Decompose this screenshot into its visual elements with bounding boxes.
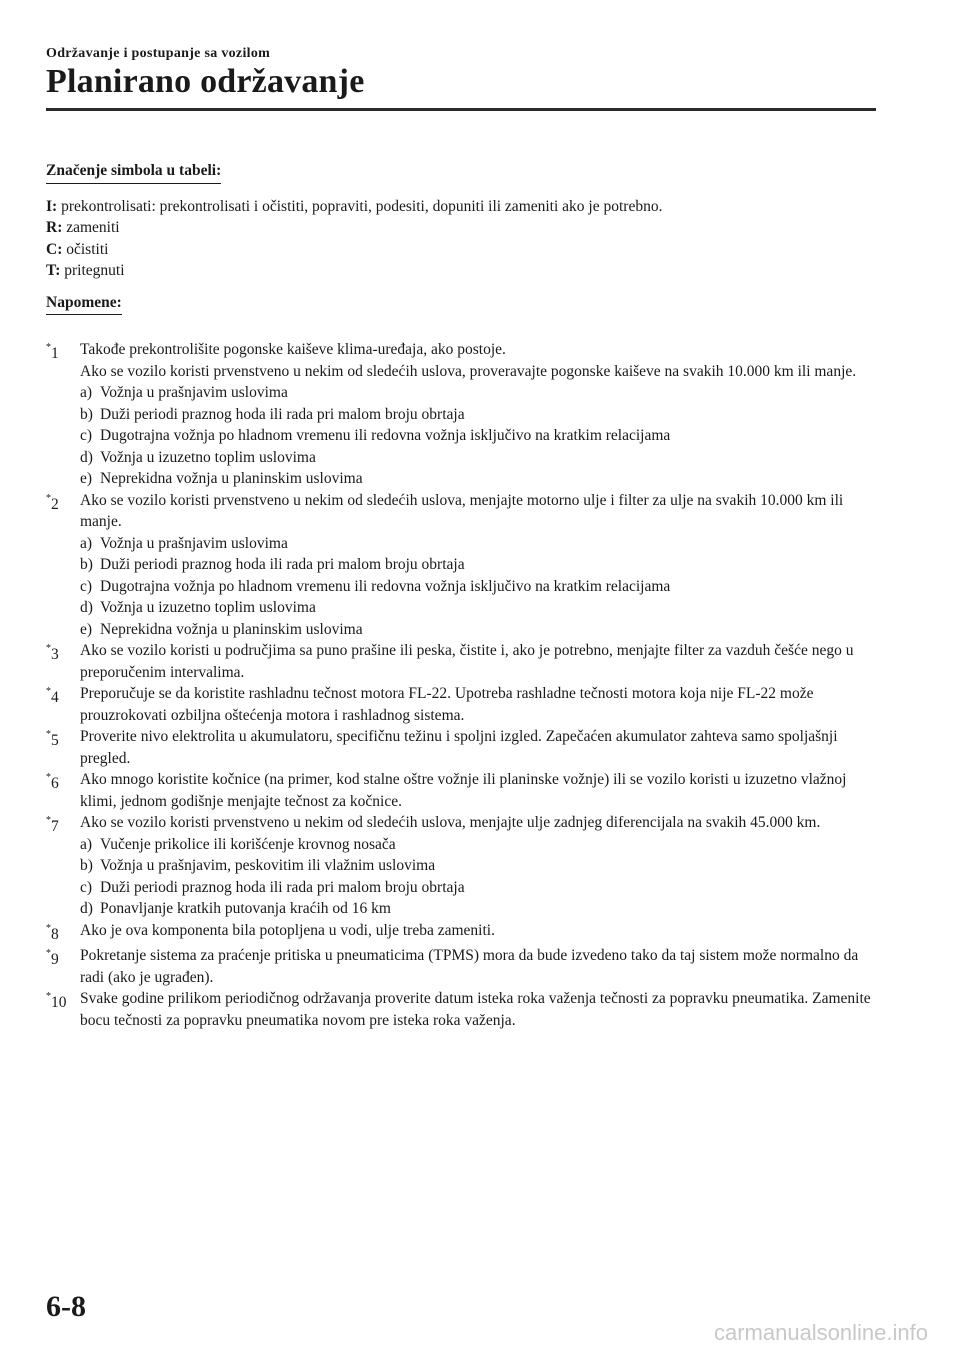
note-body	[80, 640, 876, 683]
note-number-text: 7	[51, 818, 59, 836]
page-content	[46, 160, 876, 1031]
note-sub-item	[80, 576, 876, 598]
page-number: 6-8	[46, 1290, 86, 1323]
legend-heading: Značenje simbola u tabeli:	[46, 160, 221, 184]
sub-item-letter: e)	[80, 470, 93, 487]
legend-text: prekontrolisati: prekontrolisati i očistiti, popraviti, podesiti, dopuniti ili zameniti ako je potrebno.	[61, 197, 663, 215]
note-text: Ako mnogo koristite kočnice (na primer, kod stalne oštre vožnje ili planinske vožnje) ili se vozilo koristi u izuzetno vlažnoj klimi, jednom godišnje menjajte tečnost za kočnice.	[80, 771, 847, 810]
note-number-text: 1	[51, 345, 59, 363]
sub-item-letter: c)	[80, 878, 93, 896]
note-asterisk: *	[46, 991, 51, 1003]
legend-text: zameniti	[66, 219, 120, 236]
note-item	[46, 920, 876, 946]
note-sub-item	[80, 855, 876, 877]
note-body	[80, 490, 876, 641]
sub-item-text: Vožnja u prašnjavim uslovima	[100, 384, 288, 401]
note-number-text: 8	[51, 925, 59, 943]
note-sub-item	[80, 834, 876, 856]
note-asterisk: *	[46, 342, 51, 353]
note-number	[46, 988, 80, 1031]
note-text: Ako se vozilo koristi prvenstveno u nekim od sledećih uslova, menjajte ulje zadnjeg diferencijala na svakih 45.000 km.	[80, 814, 821, 831]
note-item	[46, 490, 876, 641]
note-number	[46, 490, 80, 641]
note-text: Ako se vozilo koristi prvenstveno u nekim od sledećih uslova, menjajte motorno ulje i filter za ulje na svakih 10.000 km ili manje.	[80, 491, 844, 530]
note-number	[46, 339, 80, 490]
note-number-text: 3	[51, 646, 59, 664]
legend-list	[46, 196, 876, 282]
note-item	[46, 339, 876, 490]
sub-item-letter: b)	[80, 857, 93, 874]
note-text: Ako je ova komponenta bila potopljena u vodi, ulje treba zameniti.	[80, 921, 495, 939]
note-sub-item	[80, 533, 876, 555]
sub-item-letter: a)	[80, 835, 93, 853]
legend-item	[46, 196, 876, 218]
legend-item	[46, 260, 876, 282]
note-sub-item	[80, 877, 876, 899]
sub-item-letter: b)	[80, 556, 93, 573]
sub-item-letter: d)	[80, 900, 93, 917]
note-number-text: 2	[51, 495, 59, 513]
note-sub-item	[80, 554, 876, 576]
sub-item-letter: a)	[80, 534, 93, 552]
legend-key: T:	[46, 262, 61, 279]
note-asterisk: *	[46, 948, 51, 960]
note-item	[46, 726, 876, 769]
note-item	[46, 683, 876, 726]
note-asterisk: *	[46, 729, 51, 740]
sub-item-letter: a)	[80, 384, 93, 401]
note-number	[46, 812, 80, 920]
note-item	[46, 812, 876, 920]
watermark: carmanualsonline.info	[713, 1320, 928, 1345]
section-label: Održavanje i postupanje sa vozilom	[46, 46, 271, 61]
note-body	[80, 339, 876, 490]
note-number-text: 9	[51, 951, 59, 969]
note-body	[80, 683, 876, 726]
note-asterisk: *	[46, 686, 51, 697]
sub-item-text: Dugotrajna vožnja po hladnom vremenu ili redovna vožnja isključivo na kratkim relacijama	[100, 577, 671, 595]
note-item	[46, 945, 876, 988]
sub-item-text: Vožnja u prašnjavim uslovima	[100, 534, 288, 552]
note-text: Pokretanje sistema za praćenje pritiska u pneumaticima (TPMS) mora da bude izvedeno tako da taj sistem može normalno da radi (ako je ugrađen).	[80, 947, 859, 986]
note-asterisk: *	[46, 815, 51, 826]
legend-text: očistiti	[66, 240, 109, 258]
legend-item	[46, 239, 876, 261]
note-sub-item	[80, 404, 876, 426]
legend-key: I:	[46, 197, 58, 215]
note-sub-item	[80, 425, 876, 447]
note-asterisk: *	[46, 922, 51, 934]
note-item	[46, 769, 876, 812]
note-sub-item	[80, 619, 876, 641]
sub-item-text: Neprekidna vožnja u planinskim uslovima	[100, 470, 363, 487]
sub-item-letter: c)	[80, 577, 93, 595]
note-body	[80, 726, 876, 769]
note-number	[46, 683, 80, 726]
note-body	[80, 812, 876, 920]
note-text: Preporučuje se da koristite rashladnu tečnost motora FL-22. Upotreba rashladne tečnosti motora koja nije FL-22 može prouzrokovati ozbiljna oštećenja motora i rashladnog sistema.	[80, 685, 814, 724]
page-title: Planirano održavanje	[46, 63, 365, 100]
note-sub-item	[80, 382, 876, 404]
sub-item-text: Dugotrajna vožnja po hladnom vremenu ili redovna vožnja isključivo na kratkim relacijama	[100, 427, 671, 444]
note-number	[46, 945, 80, 988]
note-text: Ako se vozilo koristi prvenstveno u nekim od sledećih uslova, proveravajte pogonske kaiševe na svakih 10.000 km ili manje.	[80, 362, 857, 380]
sub-item-text: Neprekidna vožnja u planinskim uslovima	[100, 620, 363, 638]
sub-item-text: Ponavljanje kratkih putovanja kraćih od 16 km	[100, 900, 391, 917]
sub-item-text: Duži periodi praznog hoda ili rada pri malom broju obrtaja	[100, 556, 465, 573]
note-number-text: 10	[51, 994, 67, 1012]
sub-item-letter: e)	[80, 620, 93, 638]
sub-item-letter: b)	[80, 405, 93, 423]
note-text: Takođe prekontrolišite pogonske kaiševe klima-uređaja, ako postoje.	[80, 341, 506, 358]
title-divider	[46, 108, 876, 111]
legend-item	[46, 217, 876, 239]
note-body	[80, 769, 876, 812]
note-number-text: 4	[51, 689, 59, 707]
legend-key: C:	[46, 240, 63, 258]
note-number	[46, 920, 80, 946]
note-text: Ako se vozilo koristi u područjima sa puno prašine ili peska, čistite i, ako je potrebno, menjajte filter za vazduh češće nego u preporučenim intervalima.	[80, 642, 854, 681]
sub-item-letter: d)	[80, 599, 93, 616]
sub-item-text: Vožnja u izuzetno toplim uslovima	[100, 448, 316, 466]
sub-item-text: Vožnja u prašnjavim, peskovitim ili vlažnim uslovima	[100, 857, 436, 874]
note-sub-item	[80, 468, 876, 490]
sub-item-text: Vučenje prikolice ili korišćenje krovnog nosača	[100, 835, 396, 853]
notes-list	[46, 339, 876, 1031]
note-item	[46, 640, 876, 683]
sub-item-text: Vožnja u izuzetno toplim uslovima	[100, 599, 316, 616]
note-sub-item	[80, 898, 876, 920]
legend-text: pritegnuti	[64, 262, 125, 279]
note-sub-item	[80, 597, 876, 619]
note-number	[46, 726, 80, 769]
note-item	[46, 988, 876, 1031]
note-sub-item	[80, 447, 876, 469]
note-text: Proverite nivo elektrolita u akumulatoru, specifičnu težinu i spoljni izgled. Zapečaćen akumulator zahteva samo spoljašnji pregled.	[80, 728, 838, 767]
sub-item-letter: c)	[80, 427, 93, 444]
note-number-text: 6	[51, 775, 59, 793]
note-asterisk: *	[46, 772, 51, 783]
note-body	[80, 988, 876, 1031]
note-text: Svake godine prilikom periodičnog održavanja proverite datum isteka roka važenja tečnosti za popravku pneumatika. Zamenite bocu tečnosti za popravku pneumatika novom pre isteka roka važenja.	[80, 990, 871, 1029]
note-number	[46, 769, 80, 812]
sub-item-text: Duži periodi praznog hoda ili rada pri malom broju obrtaja	[100, 405, 465, 423]
note-body	[80, 945, 876, 988]
note-number-text: 5	[51, 732, 59, 750]
notes-heading: Napomene:	[46, 292, 122, 316]
note-body	[80, 920, 876, 946]
legend-key: R:	[46, 219, 63, 236]
note-asterisk: *	[46, 643, 51, 654]
note-number	[46, 640, 80, 683]
note-asterisk: *	[46, 492, 51, 504]
sub-item-text: Duži periodi praznog hoda ili rada pri malom broju obrtaja	[100, 878, 465, 896]
sub-item-letter: d)	[80, 448, 93, 466]
